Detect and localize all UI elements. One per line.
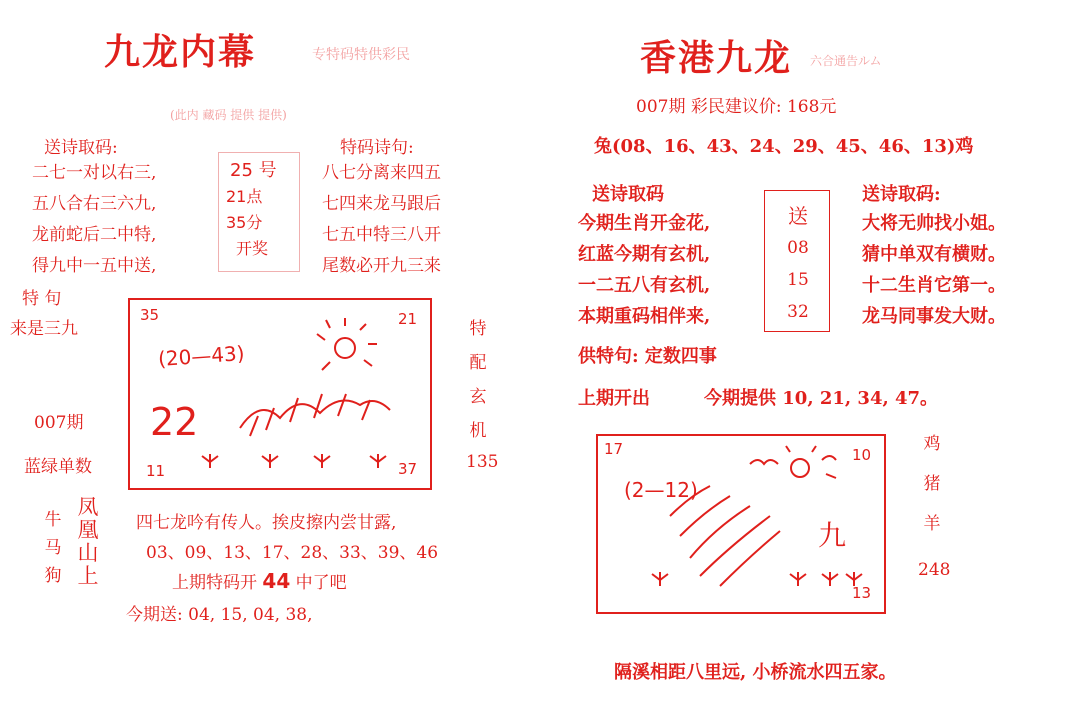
pic-corner-tr: 21 — [398, 310, 418, 328]
send-box-values — [766, 200, 830, 328]
poem-line: 本期重码相伴来, — [578, 306, 711, 327]
left-issue: 007期 — [34, 413, 84, 433]
last-suffix: 中了吧 — [295, 573, 347, 593]
left-title: 九龙内幕 — [104, 31, 257, 73]
side-char: 机 — [469, 421, 487, 441]
right-poem-left — [578, 208, 710, 332]
animal-char: 牛 — [44, 510, 62, 530]
zodiac-line: 兔(08、16、43、24、29、45、46、13)鸡 — [594, 136, 974, 157]
poem-line: 大将无帅找小姐。 — [862, 213, 1006, 234]
poem-line: 今期生肖开金花, — [578, 213, 711, 234]
te-ju-text: 来是三九 — [10, 319, 78, 339]
pic-formula: (20—43) — [157, 341, 246, 371]
poem-line: 十二生肖它第一。 — [862, 275, 1006, 296]
special-heading: 特码诗句: — [340, 138, 414, 158]
te-ju-label: 特 句 — [22, 289, 62, 309]
left-subtitle: 专特码特供彩民 — [312, 47, 410, 63]
poem-line: 五八合右三六九, — [32, 194, 157, 214]
right-poem-heading-right: 送诗取码: — [862, 184, 941, 205]
animal-char: 凤 — [77, 495, 99, 519]
right-pic-formula: (2—12) — [624, 478, 698, 502]
special-line: 八七分离来四五 — [322, 163, 441, 183]
special-lines — [322, 158, 441, 282]
right-animals-vertical — [918, 424, 946, 544]
special-line: 七四来龙马跟后 — [322, 194, 441, 214]
left-poem-lines — [32, 158, 156, 282]
last-open: 上期开出 — [578, 388, 650, 409]
pic-corner-tr: 10 — [852, 446, 872, 464]
animal-char: 马 — [44, 538, 62, 558]
poem-line: 龙马同事发大财。 — [862, 306, 1006, 327]
animal-char: 上 — [77, 564, 99, 588]
left-verse: 四七龙吟有传人。挨皮擦内尝甘露, — [136, 513, 397, 533]
pic-corner-br: 13 — [852, 584, 872, 602]
poem-line: 龙前蛇后二中特, — [32, 225, 157, 245]
right-title: 香港九龙 — [640, 37, 793, 79]
last-number: 44 — [262, 569, 291, 593]
animal-char: 羊 — [923, 514, 941, 534]
left-numbers: 03、09、13、17、28、33、39、46 — [146, 543, 439, 563]
last-special — [172, 568, 347, 593]
pic-corner-tl: 17 — [604, 440, 624, 458]
pic-corner-tl: 35 — [140, 306, 160, 324]
draw-hour: 21点 — [226, 187, 263, 206]
sun-and-grass-sketch — [230, 318, 420, 478]
send-label: 送 — [788, 204, 808, 228]
pic-corner-bl: 11 — [146, 462, 166, 480]
left-poem-heading: 送诗取码: — [44, 138, 118, 158]
send-number: 08 — [787, 238, 809, 258]
draw-label: 开奖 — [236, 239, 269, 258]
animal-char: 凰 — [77, 518, 99, 542]
right-pic-char: 九 — [818, 519, 847, 552]
left-faint-line: (此内 藏码 提供 提供) — [170, 108, 287, 122]
special-line: 尾数必开九三来 — [322, 256, 441, 276]
side-vertical — [466, 312, 490, 448]
animal-char: 猪 — [923, 474, 941, 494]
send-number: 15 — [787, 270, 809, 290]
animal-char: 山 — [77, 541, 99, 565]
draw-minute: 35分 — [226, 213, 263, 232]
sun-and-reeds-sketch — [640, 446, 870, 596]
right-issue-line: 007期 彩民建议价: 168元 — [636, 97, 837, 117]
closing-verse: 隔溪相距八里远, 小桥流水四五家。 — [614, 662, 897, 683]
poem-line: 二七一对以右三, — [32, 163, 157, 183]
poem-line: 红蓝今期有玄机, — [578, 244, 711, 265]
special-sentence: 供特句: 定数四事 — [578, 346, 717, 367]
right-poem-right — [862, 208, 1006, 332]
pic-corner-br: 37 — [398, 460, 418, 478]
today-offer: 今期提供 10, 21, 34, 47。 — [704, 388, 939, 409]
side-char: 玄 — [469, 387, 487, 407]
today-send: 今期送: 04, 15, 04, 38, — [126, 605, 313, 625]
draw-date: 25 号 — [230, 160, 277, 181]
animal-char: 鸡 — [923, 434, 941, 454]
pic-number: 22 — [150, 400, 199, 444]
side-char: 特 — [469, 319, 487, 339]
poem-line: 猜中单双有横财。 — [862, 244, 1006, 265]
side-char: 配 — [469, 353, 487, 373]
last-prefix: 上期特码开 — [172, 573, 257, 593]
left-side-number: 135 — [466, 452, 499, 472]
animal-col-a — [42, 506, 64, 590]
right-title-side: 六合通告ルム — [810, 54, 882, 68]
right-poem-heading-left: 送诗取码 — [592, 184, 664, 205]
poem-line: 得九中一五中送, — [32, 256, 157, 276]
send-number: 32 — [787, 302, 809, 322]
animal-char: 狗 — [44, 566, 62, 586]
color-hint: 蓝绿单数 — [24, 457, 92, 477]
poem-line: 一二五八有玄机, — [578, 275, 711, 296]
right-side-number: 248 — [918, 560, 951, 580]
special-line: 七五中特三八开 — [322, 225, 441, 245]
animal-col-b — [74, 496, 102, 588]
